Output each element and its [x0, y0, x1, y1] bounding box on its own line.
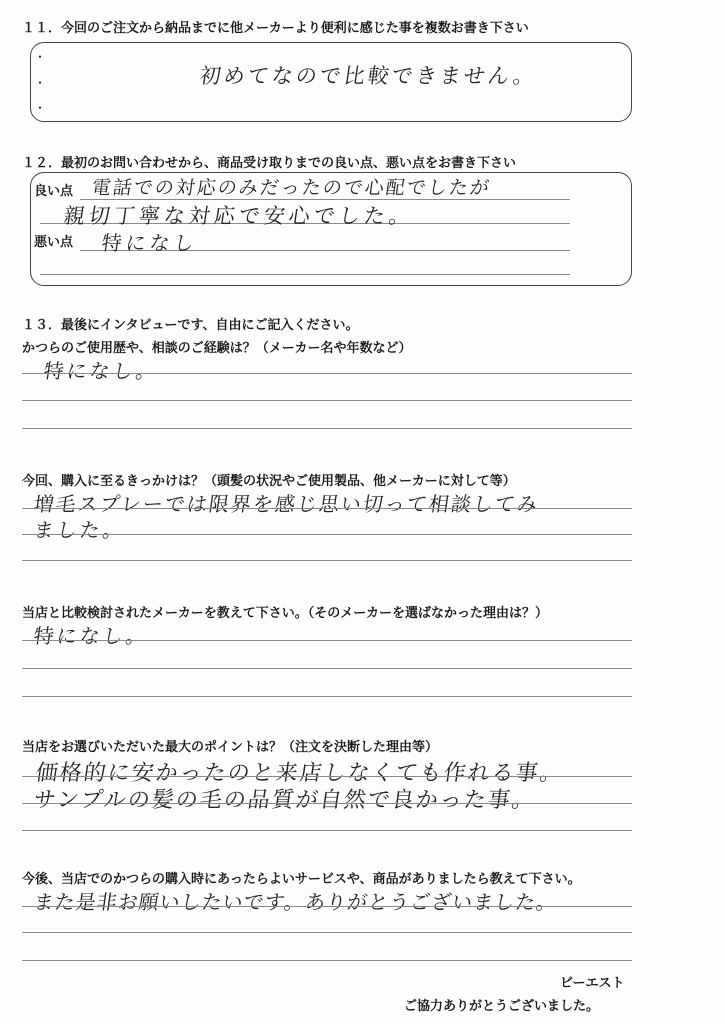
- bullet: ・: [34, 101, 47, 115]
- q13-sub1-answer: 特になし。: [42, 359, 161, 383]
- bullet: ・: [34, 76, 47, 90]
- answer-line: [22, 534, 632, 535]
- q11-title: １１．今回のご注文から納品までに他メーカーより便利に感じた事を複数お書き下さい: [22, 21, 529, 36]
- answer-line: [22, 906, 632, 907]
- q12-title: １２．最初のお問い合わせから、商品受け取りまでの良い点、悪い点をお書き下さい: [22, 156, 517, 171]
- q13-sub1-question: かつらのご使用歴や、相談のご経験は？（メーカー名や年数など）: [22, 341, 412, 356]
- q13-title: １３．最後にインタビューです、自由にご記入ください。: [22, 318, 359, 333]
- q13-sub2-question: 今回、購入に至るきっかけは？（頭髪の状況やご使用製品、他メーカーに対して等）: [22, 474, 516, 489]
- answer-line: [22, 696, 632, 697]
- q13-sub4-question: 当店をお選びいただいた最大のポイントは？（注文を決断した理由等）: [22, 740, 439, 755]
- bullet: ・: [34, 50, 47, 64]
- q13-sub2-answer-line1: 増毛スプレーでは限界を感じ思い切って相談してみ: [32, 492, 541, 516]
- answer-line: [22, 803, 632, 804]
- answer-line: [40, 274, 570, 275]
- answer-line: [22, 400, 632, 401]
- answer-line: [22, 960, 632, 961]
- q13-sub4-answer-line1: 価格的に安かったのと来店しなくても作れる事。: [33, 761, 566, 786]
- good-point-label: 良い点: [34, 184, 74, 199]
- answer-line: [22, 830, 632, 831]
- answer-line: [22, 932, 632, 933]
- q11-handwritten-answer: 初めてなので比較できません。: [198, 64, 539, 88]
- q13-sub5-question: 今後、当店でのかつらの購入時にあったらよいサービスや、商品がありましたら教えて下さい。: [22, 872, 581, 887]
- q12-good-answer-line1: 電話での対応のみだったので心配でしたが: [90, 177, 493, 199]
- company-name: ビーエスト: [560, 976, 625, 991]
- answer-line: [22, 373, 632, 374]
- q13-sub4-answer-line2: サンプルの髪の毛の品質が自然で良かった事。: [31, 788, 538, 813]
- answer-line: [22, 640, 632, 641]
- answer-line: [22, 668, 632, 669]
- bad-point-label: 悪い点: [34, 235, 74, 250]
- answer-line: [22, 428, 632, 429]
- q13-sub2-answer-line2: ました。: [32, 518, 128, 542]
- q12-good-answer-line2: 親切丁寧な対応で安心でした。: [62, 204, 416, 228]
- q12-bad-answer: 特になし: [100, 231, 200, 255]
- answer-line: [22, 508, 632, 509]
- answer-line: [22, 560, 632, 561]
- thank-you-note: ご協力ありがとうございました。: [404, 999, 600, 1014]
- q13-sub3-answer: 特になし。: [32, 624, 151, 648]
- answer-line: [22, 776, 632, 777]
- q13-sub5-answer: また是非お願いしたいです。ありがとうございました。: [32, 890, 559, 914]
- q13-sub3-question: 当店と比較検討されたメーカーを教えて下さい。（そのメーカーを選ばなかった理由は？）: [22, 606, 548, 621]
